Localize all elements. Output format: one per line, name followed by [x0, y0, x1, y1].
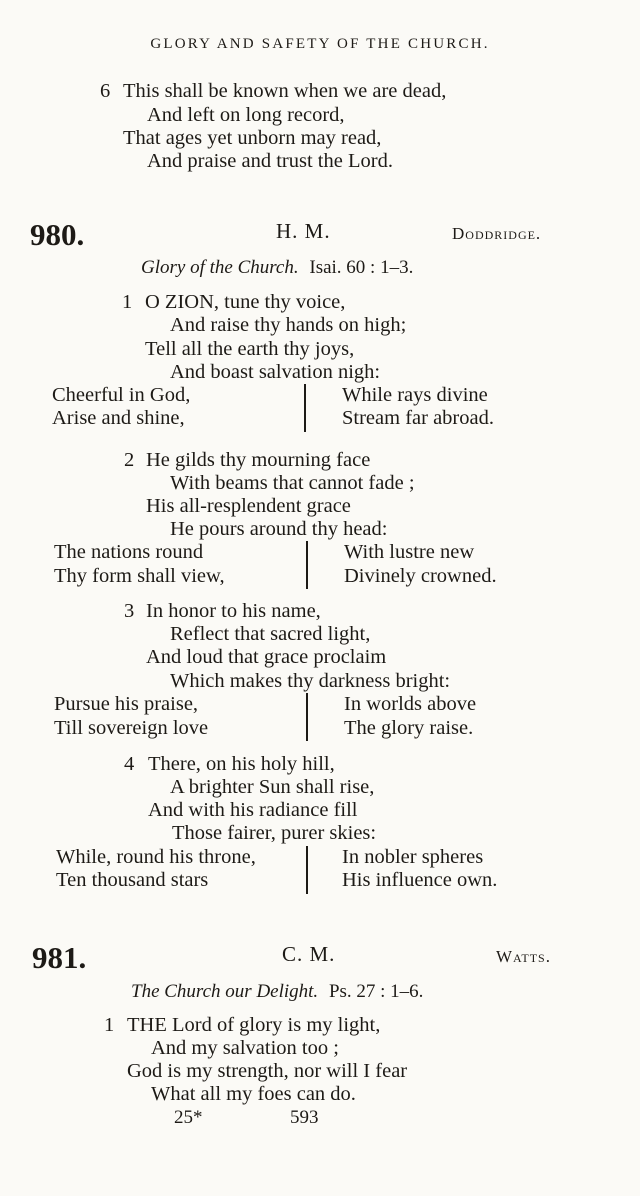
- hymn-title: Glory of the Church.: [141, 257, 299, 278]
- verse-line: God is my strength, nor will I fear: [127, 1060, 408, 1082]
- verse-line: Till sovereign love: [54, 717, 209, 739]
- verse-line: That ages yet unborn may read,: [123, 127, 382, 149]
- hymn-subtitle: [131, 981, 423, 1003]
- verse-line: In nobler spheres: [342, 846, 484, 868]
- column-divider: [306, 541, 308, 589]
- hymn-number-981: 981.: [32, 940, 87, 975]
- verse-line: And boast salvation nigh:: [170, 361, 381, 383]
- verse-line: Those fairer, purer skies:: [172, 822, 377, 844]
- verse-line: And praise and trust the Lord.: [147, 150, 393, 172]
- verse-line: While, round his throne,: [56, 846, 256, 868]
- hymn-meter: C. M.: [282, 942, 336, 966]
- stanza-number: 1: [122, 291, 133, 313]
- verse-line: Tell all the earth thy joys,: [145, 338, 355, 360]
- verse-line: A brighter Sun shall rise,: [170, 776, 375, 798]
- verse-line: Divinely crowned.: [344, 565, 497, 587]
- verse-line: This shall be known when we are dead,: [123, 80, 447, 102]
- verse-line: With lustre new: [344, 541, 475, 563]
- verse-line: There, on his holy hill,: [148, 753, 335, 775]
- verse-line: Ten thousand stars: [56, 869, 209, 891]
- verse-line: The nations round: [54, 541, 204, 563]
- verse-line: Stream far abroad.: [342, 407, 494, 429]
- column-divider: [304, 384, 306, 432]
- stanza-number: 1: [104, 1014, 115, 1036]
- verse-line: THE Lord of glory is my light,: [127, 1014, 381, 1036]
- scripture-ref: Isai. 60 : 1–3.: [309, 257, 414, 278]
- hymn-title: The Church our Delight.: [131, 981, 319, 1002]
- verse-line: Thy form shall view,: [54, 565, 225, 587]
- column-divider: [306, 693, 308, 741]
- verse-line: Cheerful in God,: [52, 384, 191, 406]
- stanza-number: 2: [124, 449, 135, 471]
- hymn-meter: H. M.: [276, 219, 331, 243]
- verse-line: O ZION, tune thy voice,: [145, 291, 346, 313]
- verse-line: His all-resplendent grace: [146, 495, 351, 517]
- verse-line: His influence own.: [342, 869, 498, 891]
- verse-line: In worlds above: [344, 693, 477, 715]
- column-divider: [306, 846, 308, 894]
- verse-line: He gilds thy mourning face: [146, 449, 371, 471]
- verse-line: Arise and shine,: [52, 407, 185, 429]
- verse-line: In honor to his name,: [146, 600, 321, 622]
- verse-line: And loud that grace proclaim: [146, 646, 387, 668]
- stanza-number: 3: [124, 600, 135, 622]
- verse-line: Which makes thy darkness bright:: [170, 670, 451, 692]
- verse-line: He pours around thy head:: [170, 518, 388, 540]
- stanza-number: 6: [100, 80, 111, 102]
- hymn-subtitle: [141, 257, 413, 279]
- hymn-author: Doddridge.: [452, 224, 542, 243]
- verse-line: And raise thy hands on high;: [170, 314, 407, 336]
- verse-line: And left on long record,: [147, 104, 345, 126]
- signature-mark: 25*: [174, 1107, 203, 1128]
- page-number: 593: [290, 1107, 319, 1128]
- verse-line: The glory raise.: [344, 717, 474, 739]
- stanza-number: 4: [124, 753, 135, 775]
- verse-line: What all my foes can do.: [151, 1083, 356, 1105]
- verse-line: Reflect that sacred light,: [170, 623, 371, 645]
- running-header: GLORY AND SAFETY OF THE CHURCH.: [150, 36, 490, 52]
- verse-line: With beams that cannot fade ;: [170, 472, 415, 494]
- verse-line: And my salvation too ;: [151, 1037, 339, 1059]
- hymn-author: Watts.: [496, 947, 551, 966]
- verse-line: And with his radiance fill: [148, 799, 358, 821]
- verse-line: While rays divine: [342, 384, 488, 406]
- hymn-number-980: 980.: [30, 217, 85, 252]
- scripture-ref: Ps. 27 : 1–6.: [328, 981, 424, 1002]
- verse-line: Pursue his praise,: [54, 693, 199, 715]
